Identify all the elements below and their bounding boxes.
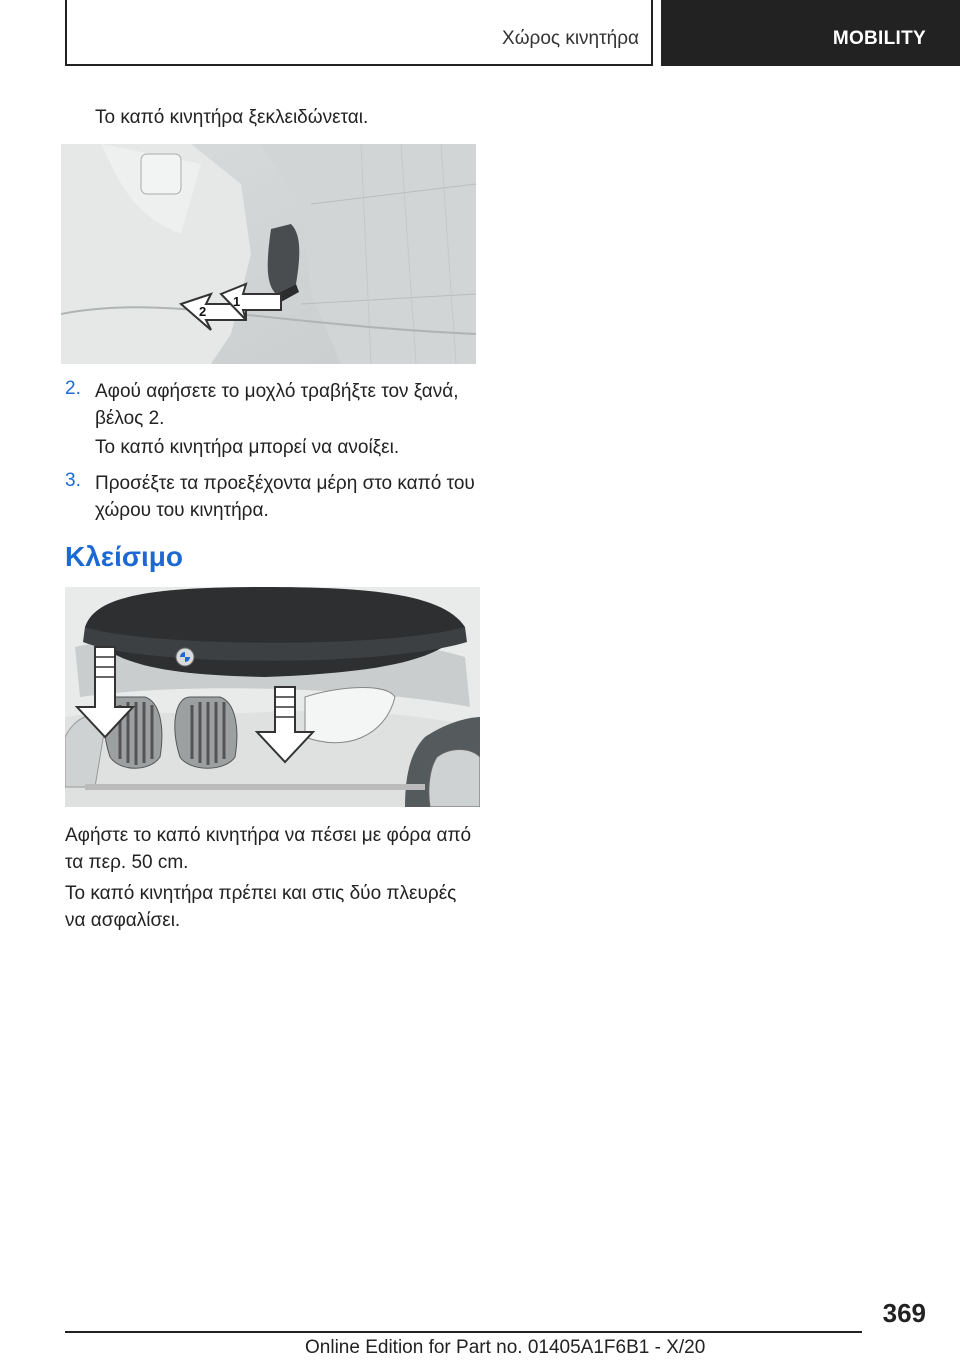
footer-divider [65, 1331, 862, 1333]
section-title: Χώρος κινητήρα [502, 28, 639, 49]
closing-text: τα περ. 50 cm. [65, 852, 189, 873]
page-header [65, 0, 960, 66]
closing-text: Το καπό κινητήρα πρέπει και στις δύο πλευρές [65, 883, 457, 904]
step-text: βέλος 2. [95, 408, 165, 429]
step-number: 3. [65, 470, 81, 491]
intro-text: Το καπό κινητήρα ξεκλειδώνεται. [95, 107, 369, 128]
step-text: χώρου του κινητήρα. [95, 500, 269, 521]
section-title-box [65, 0, 653, 66]
hood-release-lever-image [61, 144, 476, 364]
chapter-tag [661, 0, 960, 66]
arrow-1-label: 1 [233, 294, 241, 309]
step-note: Το καπό κινητήρα μπορεί να ανοίξει. [95, 437, 400, 458]
step-text: Αφού αφήσετε το μοχλό τραβήξτε τον ξανά, [95, 381, 459, 402]
step-number: 2. [65, 378, 81, 399]
footer-edition: Online Edition for Part no. 01405A1F6B1 - X/20 [305, 1337, 706, 1358]
page-number: 369 [882, 1298, 926, 1328]
closing-text: να ασφαλίσει. [65, 910, 181, 931]
closing-text: Αφήστε το καπό κινητήρα να πέσει με φόρα από [65, 825, 472, 846]
chapter-tag-label: MOBILITY [832, 28, 926, 49]
step-text: Προσέξτε τα προεξέχοντα μέρη στο καπό του [95, 473, 475, 494]
arrow-2-label: 2 [199, 304, 207, 319]
closing-hood-image [65, 587, 480, 807]
section-heading: Κλείσιμο [65, 541, 184, 572]
